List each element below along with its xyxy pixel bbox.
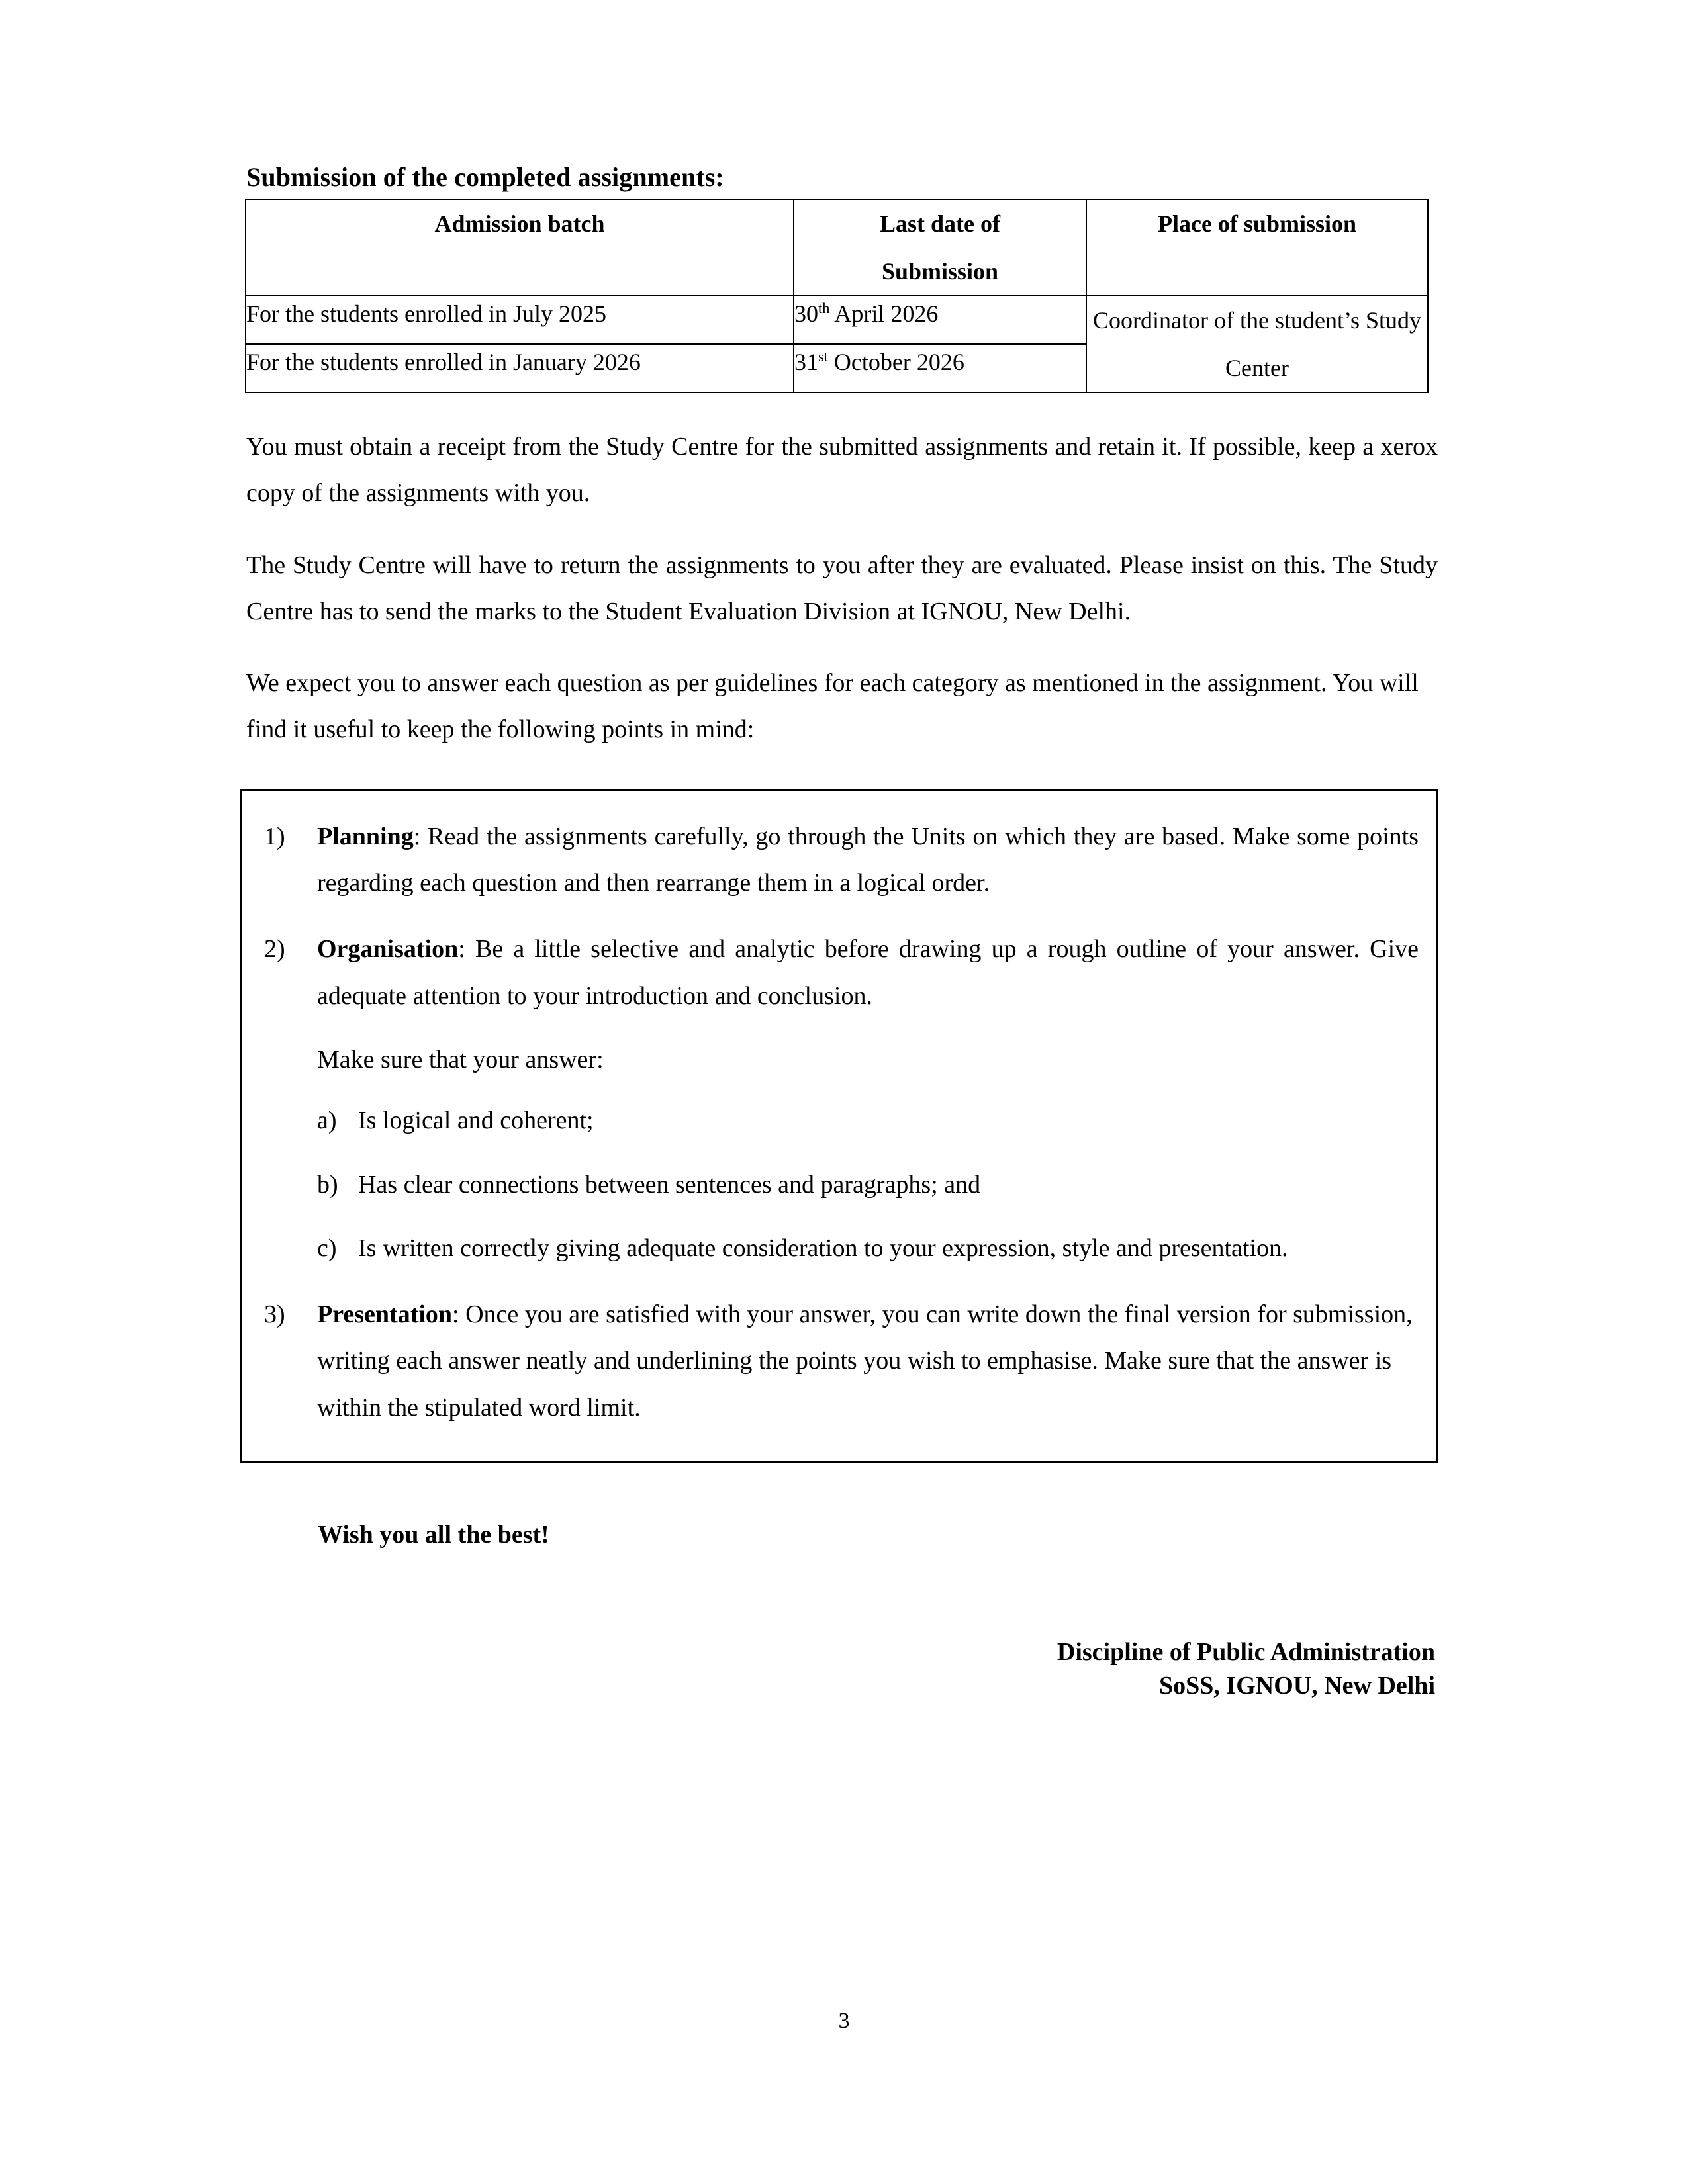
list-item-text: : Read the assignments carefully, go through the Units on which they are based. Make some points regarding each question and then rearrange them in a logical order. [317, 822, 1419, 897]
place-line-3: Center [1225, 355, 1289, 381]
list-marker: 3) [264, 1300, 285, 1329]
page-number: 3 [838, 2009, 850, 2033]
sub-list-marker: a) [317, 1107, 337, 1135]
sub-list-item-c [317, 1225, 1419, 1271]
date-rest: October 2026 [827, 349, 964, 375]
list-item-title: Presentation [317, 1300, 453, 1329]
list-item-text: : Be a little selective and analytic before drawing up a rough outline of your answer. Give adequate attention to your introduction and conclusion. [317, 935, 1419, 1010]
date-number: 31 [794, 349, 818, 375]
list-item-body [317, 1291, 1419, 1431]
header-label-last-date-line1: Last date of [880, 210, 1000, 237]
signature-block [246, 1635, 1438, 1704]
sub-list-item-text: Has clear connections between sentences and paragraphs; and [358, 1170, 981, 1199]
table-row [246, 296, 1428, 344]
place-line-2: student’s Study [1274, 307, 1421, 334]
page-title: Submission of the completed assignments: [246, 162, 724, 192]
header-label-admission-batch: Admission batch [434, 210, 605, 237]
paragraph-guidelines-intro: We expect you to answer each question as per guidelines for each category as mentioned in the assignment. You will find it useful to keep the following points in mind: [246, 669, 1419, 744]
cell-batch-july: For the students enrolled in July 2025 [246, 296, 794, 344]
cell-date-october [794, 344, 1086, 392]
table-header-admission-batch [246, 199, 794, 296]
table-header-row [246, 199, 1428, 296]
signature-discipline: Discipline of Public Administration [1056, 1638, 1435, 1666]
paragraph-return-assignments: The Study Centre will have to return the assignments to you after they are evaluated. Please insist on this. The Study Centre has to send the marks to the Student Evaluation Division at IGNOU, New Delhi. [246, 551, 1438, 625]
sub-list-item-b [317, 1161, 1419, 1208]
header-label-place: Place of submission [1157, 210, 1357, 237]
list-item-organisation [259, 926, 1419, 1271]
place-line-1: Coordinator of the [1093, 307, 1269, 334]
sub-list-item-text: Is written correctly giving adequate consideration to your expression, style and presentation. [358, 1234, 1288, 1262]
list-marker: 1) [264, 822, 285, 850]
guidelines-list [259, 813, 1419, 1431]
paragraph-receipt: You must obtain a receipt from the Study Centre for the submitted assignments and retain it. If possible, keep a xerox copy of the assignments with you. [246, 433, 1438, 508]
sub-list [317, 1097, 1419, 1271]
date-ordinal-suffix: st [818, 348, 828, 365]
table-header-place [1086, 199, 1428, 296]
cell-place-of-submission [1086, 296, 1428, 392]
signature-institution: SoSS, IGNOU, New Delhi [1159, 1672, 1435, 1700]
guidelines-box [240, 789, 1438, 1463]
list-item-body [317, 813, 1419, 907]
cell-date-april [794, 296, 1086, 344]
list-item-title: Organisation [317, 935, 459, 964]
table-header-last-date [794, 199, 1086, 296]
list-item-body [317, 926, 1419, 1019]
sub-list-item-a [317, 1097, 1419, 1144]
sub-list-item-text: Is logical and coherent; [358, 1107, 594, 1135]
list-marker: 2) [264, 935, 285, 964]
list-item-planning [259, 813, 1419, 907]
list-item-text: : Once you are satisfied with your answer, you can write down the final version for submission, writing each answer neatly and underlining the points you wish to emphasise. Make sure that the answer is within the stipulated word limit. [317, 1300, 1413, 1422]
cell-batch-january: For the students enrolled in January 2026 [246, 344, 794, 392]
list-item-title: Planning [317, 822, 414, 850]
header-label-last-date-line2: Submission [881, 258, 999, 285]
date-ordinal-suffix: th [818, 300, 830, 316]
list-item-presentation [259, 1291, 1419, 1431]
closing-wish: Wish you all the best! [318, 1521, 549, 1549]
page-content [246, 164, 1438, 1704]
sub-list-marker: b) [317, 1170, 338, 1199]
sub-list-intro: Make sure that your answer: [317, 1045, 604, 1073]
date-number: 30 [794, 300, 818, 327]
sub-list-marker: c) [317, 1234, 337, 1262]
date-rest: April 2026 [829, 300, 939, 327]
submission-table [245, 199, 1429, 393]
